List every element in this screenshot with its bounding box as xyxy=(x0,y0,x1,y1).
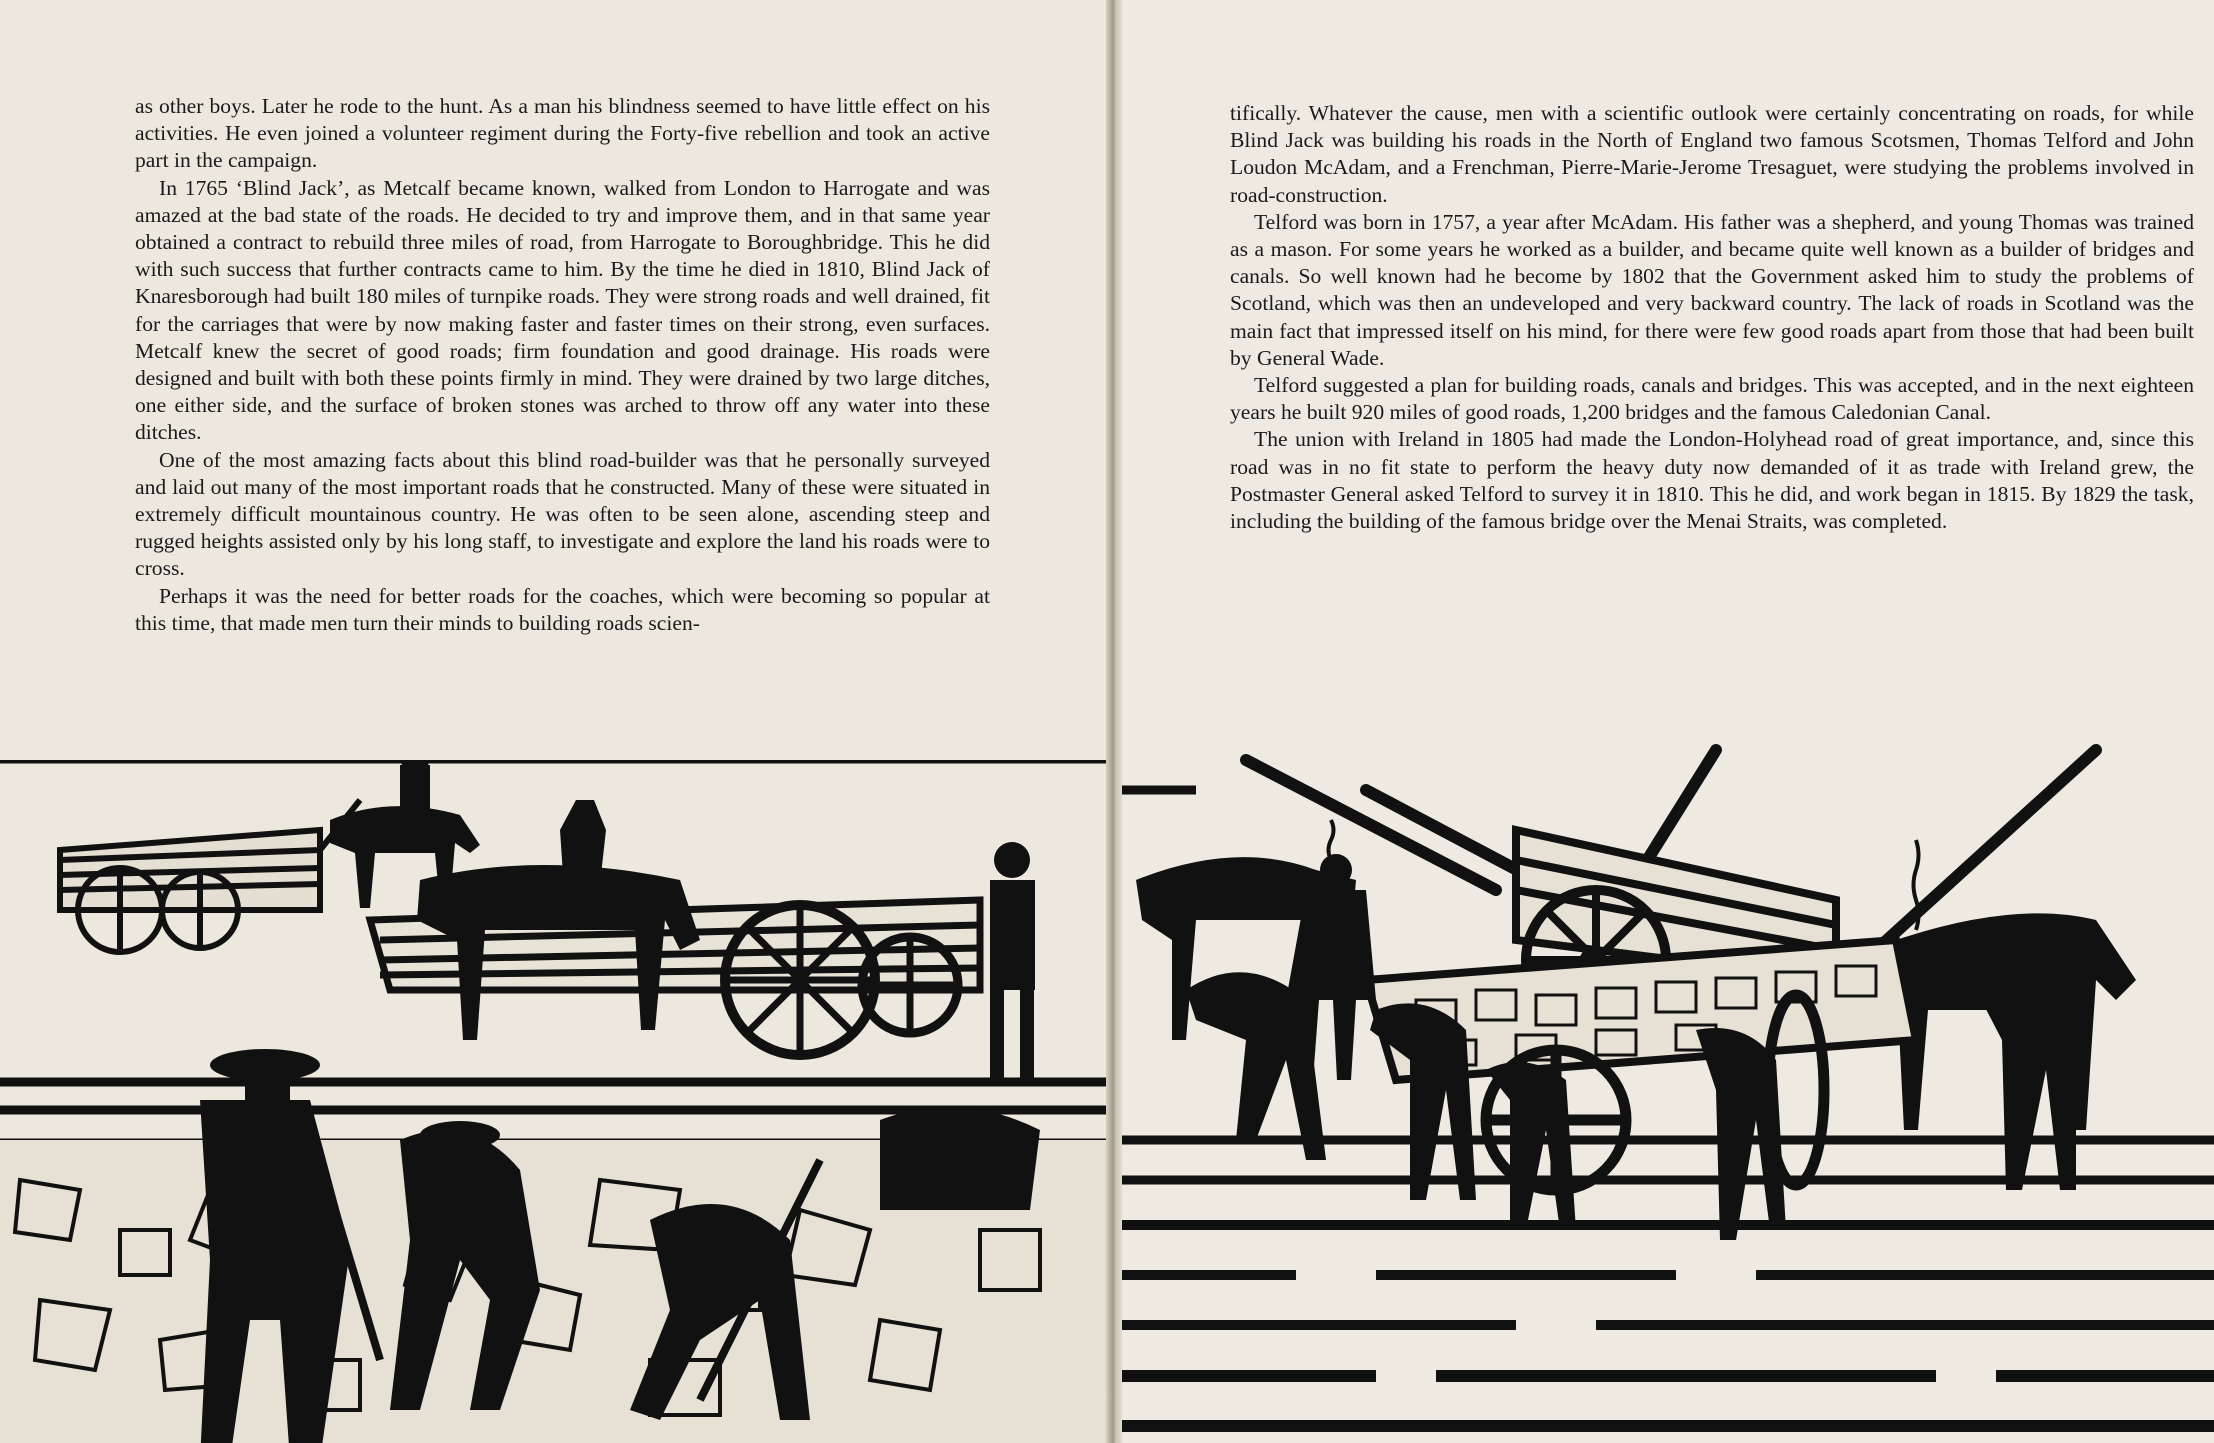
right-page xyxy=(1116,0,2214,1443)
left-text-block xyxy=(135,93,990,637)
right-paragraph-1: tifically. Whatever the cause, men with a scientific outlook were certainly concentrating on roads, for while Blind Jack was building his roads in the North of England two famous Scotsmen, Thomas Telford and John Loudon McAdam, and a Frenchman, Pierre-Marie-Jerome Tresaguet, were studying the problems involved in road-construction. xyxy=(1230,101,2194,207)
right-paragraph-2: Telford was born in 1757, a year after McAdam. His father was a shepherd, and young Thomas was trained as a mason. For some years he worked as a builder, and became quite well known as a builder of bridges and canals. So well known had he become by 1802 that the Government asked him to study the problems of Scotland, which was then an undeveloped and very backward country. The lack of roads in Scotland was the main fact that impressed itself on his mind, for there were few good roads apart from those that had been built by General Wade. xyxy=(1230,209,2194,370)
right-paragraph-3: Telford suggested a plan for building roads, canals and bridges. This was accepted, and in the next eighteen years he built 920 miles of good roads, 1,200 bridges and the famous Caledonian Canal. xyxy=(1230,373,2194,425)
left-paragraph-2: In 1765 ‘Blind Jack’, as Metcalf became known, walked from London to Harrogate and was amazed at the bad state of the roads. He decided to try and improve them, and in that same year obtained a contract to rebuild three miles of road, from Harrogate to Boroughbridge. This he did with such success that further contracts came to him. By the time he died in 1810, Blind Jack of Knaresborough had built 180 miles of turnpike roads. They were strong roads and well drained, fit for the carriages that were by now making faster and faster times on their strong, even surfaces. Metcalf knew the secret of good roads; firm foundation and good drainage. His roads were designed and built with both these points firmly in mind. They were drained by two large ditches, one either side, and the surface of broken stones was arched to throw off any water into these ditches. xyxy=(135,175,990,445)
left-paragraph-4: Perhaps it was the need for better roads for the coaches, which were becoming so popular at this time, that made men turn their minds to building roads scien- xyxy=(135,583,990,635)
carts-and-workmen-illustration xyxy=(1116,740,2214,1443)
road-builders-illustration xyxy=(0,760,1112,1443)
right-text-block xyxy=(1230,100,2194,535)
right-paragraph-4: The union with Ireland in 1805 had made the London-Holyhead road of great importance, and, since this road was in no fit state to perform the heavy duty now demanded of it as trade with Ireland grew, the Postmaster General asked Telford to survey it in 1810. This he did, and work began in 1815. By 1829 the task, including the building of the famous bridge over the Menai Straits, was completed. xyxy=(1230,427,2194,534)
carts-and-workmen-illustration-icon xyxy=(1116,740,2214,1443)
road-builders-with-horse-carts-illustration-icon xyxy=(0,760,1112,1443)
left-paragraph-3: One of the most amazing facts about this blind road-builder was that he personally surveyed and laid out many of the most important roads that he constructed. Many of these were situated in extremely difficult mountainous country. He was often to be seen alone, ascending steep and rugged heights assisted only by his long staff, to investigate and explore the land his roads were to cross. xyxy=(135,447,990,581)
book-gutter xyxy=(1106,0,1122,1443)
left-paragraph-1: as other boys. Later he rode to the hunt. As a man his blindness seemed to have little effect on his activities. He even joined a volunteer regiment during the Forty-five rebellion and took an active part in the campaign. xyxy=(135,94,990,173)
